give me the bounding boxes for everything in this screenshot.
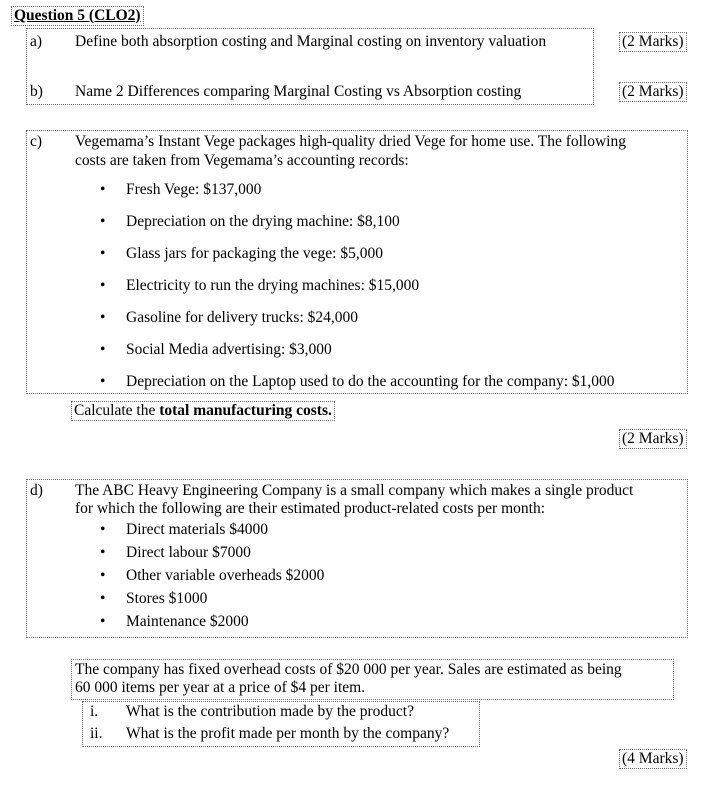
question-d-intro-line2: for which the following are their estimated product-related costs per month: [75,500,546,517]
task-bold: total manufacturing costs. [159,402,332,419]
question-c-intro-line1: Vegemama’s Instant Vege packages high-quality dried Vege for home use. The following [75,133,626,150]
list-item: • Depreciation on the drying machine: $8,100 [76,213,676,245]
list-item: • Stores $1000 [76,590,676,613]
list-item: • Glass jars for packaging the vege: $5,000 [76,245,676,277]
roman-numeral: i. [90,703,99,720]
list-item: • Gasoline for delivery trucks: $24,000 [76,309,676,341]
question-c-letter: c) [30,133,43,150]
cost-list [76,181,676,405]
question-a-letter: a) [30,33,43,50]
list-item [84,703,478,725]
question-b-letter: b) [30,83,43,100]
subquestion-text: What is the profit made per month by the company? [126,725,450,742]
list-item: • Social Media advertising: $3,000 [76,341,676,373]
list-item: • Direct labour $7000 [76,544,676,567]
list-item [84,725,478,747]
list-item: • Direct materials $4000 [76,521,676,544]
question-d-info-line2: 60 000 items per year at a price of $4 per item. [75,679,366,696]
question-c-intro-line2: costs are taken from Vegemama’s accounting records: [75,152,409,169]
task-prefix: Calculate the [74,402,160,419]
list-item: • Maintenance $2000 [76,613,676,636]
subquestion-list [84,703,478,747]
list-item: • Other variable overheads $2000 [76,567,676,590]
roman-numeral: ii. [90,725,103,742]
question-b-text: Name 2 Differences comparing Marginal Costing vs Absorption costing [75,83,522,100]
list-item: • Depreciation on the Laptop used to do the accounting for the company: $1,000 [76,373,676,405]
question-c-task [71,401,335,421]
question-a-marks: (2 Marks) [619,32,687,52]
question-d-info-line1: The company has fixed overhead costs of $20 000 per year. Sales are estimated as being [75,661,622,678]
product-cost-list [76,521,676,636]
question-d-intro-line1: The ABC Heavy Engineering Company is a small company which makes a single product [75,482,634,499]
question-d-letter: d) [30,482,43,499]
list-item: • Fresh Vege: $137,000 [76,181,676,213]
question-d-marks: (4 Marks) [619,749,687,769]
question-a-text: Define both absorption costing and Marginal costing on inventory valuation [75,33,547,50]
question-heading: Question 5 (CLO2) [11,6,144,26]
question-b-marks: (2 Marks) [619,82,687,102]
question-c-marks: (2 Marks) [619,429,687,449]
subquestion-text: What is the contribution made by the product? [126,703,414,720]
list-item: • Electricity to run the drying machines: $15,000 [76,277,676,309]
